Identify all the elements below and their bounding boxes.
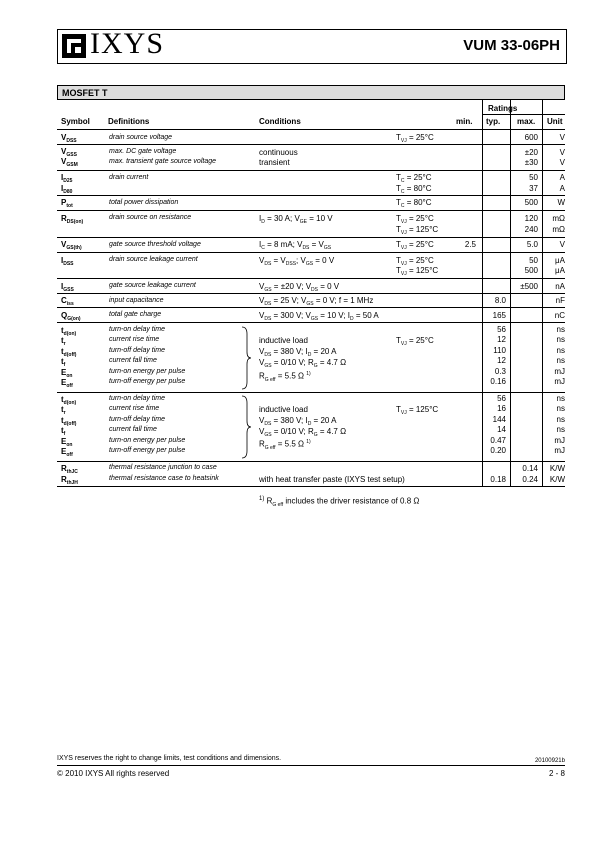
- unit: K/W: [549, 475, 565, 484]
- max-value: 37: [529, 184, 538, 193]
- symbol-switching: $t_r$: [61, 336, 66, 348]
- temp-condition: $T_{VJ} = 125^\circ C$: [396, 266, 439, 277]
- condition: $V_{DS} = 300$ V; $V_{GS} = 10$ V; $I_D = 50$ A: [259, 311, 379, 322]
- condition: $I_C = 8$ mA; $V_{DS} = V_{GS}$: [259, 240, 332, 251]
- unit: mJ: [554, 435, 565, 445]
- col-symbol: Symbol: [61, 117, 90, 126]
- definition: thermal resistance case to heatsink: [109, 475, 219, 482]
- typ-value: 14: [497, 425, 506, 435]
- unit: mΩ: [552, 214, 565, 223]
- rule: [57, 278, 565, 279]
- symbol-ciss: $C_{iss}$: [61, 296, 74, 307]
- typ-value: 56: [497, 325, 506, 334]
- col-conditions: Conditions: [259, 117, 301, 126]
- symbol-ptot: $P_{tot}$: [61, 198, 73, 209]
- condition: with heat transfer paste (IXYS test setup): [259, 475, 405, 484]
- symbol-vgsth: $V_{GS(th)}$: [61, 240, 82, 251]
- temp-condition: $T_C = 80^\circ C$: [396, 198, 432, 209]
- condition: $V_{GS} = 0/10$ V; $R_G = 4.7$ Ω: [259, 358, 347, 369]
- unit: ns: [556, 335, 565, 345]
- symbol-switching: $E_{off}$: [61, 378, 73, 389]
- symbol-id25: $I_{D25}$: [61, 173, 73, 184]
- condition: transient: [259, 158, 290, 167]
- unit: μA: [555, 266, 565, 275]
- condition: $V_{DS} = V_{DSS}$; $V_{GS} = 0$ V: [259, 256, 335, 267]
- typ-value: 12: [497, 335, 506, 345]
- section-title: MOSFET T: [57, 85, 565, 100]
- definition: turn-off delay time: [109, 415, 166, 423]
- max-value: 500: [524, 266, 538, 275]
- max-value: 0.24: [522, 475, 538, 484]
- unit: V: [559, 158, 565, 167]
- symbol-switching: $E_{on}$: [61, 367, 73, 379]
- footer-rule: [57, 765, 565, 766]
- symbol-rthjh: $R_{thJH}$: [61, 475, 78, 486]
- symbol-switching: $t_{d(off)}$: [61, 415, 77, 427]
- header-box: [57, 29, 567, 64]
- symbol-idss: $I_{DSS}$: [61, 256, 74, 267]
- col-definitions: Definitions: [108, 117, 150, 126]
- part-number: VUM 33-06PH: [463, 37, 560, 54]
- unit: ns: [556, 325, 565, 334]
- temp-condition: $T_{VJ} = 25^\circ C$: [396, 133, 434, 144]
- col-typ: typ.: [486, 117, 501, 126]
- unit: V: [559, 240, 565, 249]
- typ-value: 0.18: [490, 475, 506, 484]
- brace-icon: [240, 395, 252, 459]
- col-unit: Unit: [547, 117, 563, 126]
- rule: [57, 170, 565, 171]
- max-value: 600: [524, 133, 538, 142]
- symbol-vdss: $V_{DSS}$: [61, 133, 77, 144]
- definition: input capacitance: [109, 297, 164, 304]
- col-min: min.: [456, 117, 473, 126]
- rule: [57, 237, 565, 238]
- brace-icon: [240, 326, 252, 390]
- definition: max. DC gate voltage: [109, 148, 177, 155]
- symbol-switching: $t_{d(off)}$: [61, 346, 77, 358]
- definition: total power dissipation: [109, 199, 179, 206]
- unit: ns: [556, 414, 565, 424]
- condition: inductive load: [259, 405, 308, 414]
- definition: drain current: [109, 174, 149, 181]
- symbol-switching: $E_{off}$: [61, 447, 73, 458]
- typ-value: 0.47: [490, 435, 506, 445]
- definition: drain source voltage: [109, 134, 173, 141]
- typ-value: 0.20: [490, 446, 506, 455]
- condition: inductive load: [259, 336, 308, 345]
- max-value: ±30: [524, 158, 538, 167]
- unit: μA: [555, 256, 565, 265]
- ixys-logo-icon: [62, 34, 86, 58]
- max-value: 240: [524, 225, 538, 234]
- rule: [57, 486, 565, 487]
- temp-condition: $T_{VJ} = 125^\circ C$: [396, 225, 439, 236]
- typ-value: 144: [492, 414, 506, 424]
- condition: $R_{G eff} = 5.5$ Ω $^{1)}$: [259, 371, 311, 383]
- condition: $I_D = 30$ A; $V_{GE} = 10$ V: [259, 214, 333, 225]
- definition: current rise time: [109, 336, 160, 344]
- symbol-switching: $t_r$: [61, 405, 66, 417]
- definition: current rise time: [109, 405, 160, 413]
- condition: continuous: [259, 148, 298, 157]
- condition: $V_{DS} = 380$ V; $I_D = 20$ A: [259, 347, 337, 358]
- ratings-label: Ratings: [488, 104, 518, 113]
- max-value: 50: [529, 256, 538, 265]
- rule: [57, 144, 565, 145]
- definition: turn-off energy per pulse: [109, 378, 186, 385]
- symbol-switching: $t_f$: [61, 357, 66, 369]
- symbol-vgss: $V_{GSS}$: [61, 147, 77, 158]
- condition: $R_{G eff} = 5.5$ Ω $^{1)}$: [259, 439, 311, 451]
- temp-condition: $T_C = 80^\circ C$: [396, 184, 432, 195]
- symbol-qg: $Q_{G(on)}$: [61, 311, 81, 322]
- definition: turn-on delay time: [109, 395, 166, 402]
- rule: [57, 461, 565, 462]
- definition: drain source on resistance: [109, 214, 192, 221]
- min-value: 2.5: [464, 240, 476, 249]
- unit: mJ: [554, 446, 565, 455]
- condition: $V_{GS} = 0/10$ V; $R_G = 4.7$ Ω: [259, 427, 347, 438]
- temp-condition: $T_{VJ} = 25^\circ C$: [396, 336, 434, 347]
- unit: V: [559, 133, 565, 142]
- typ-value: 0.16: [490, 377, 506, 386]
- max-value: 500: [524, 198, 538, 207]
- typ-value: 56: [497, 394, 506, 403]
- definition: gate source threshold voltage: [109, 241, 201, 248]
- unit: V: [559, 148, 565, 157]
- symbol-switching: $E_{on}$: [61, 436, 73, 448]
- unit: mΩ: [552, 225, 565, 234]
- definition: turn-off energy per pulse: [109, 447, 186, 454]
- copyright: © 2010 IXYS All rights reserved: [57, 769, 170, 778]
- logo-text: IXYS: [90, 27, 165, 60]
- unit: W: [557, 198, 565, 207]
- unit: nC: [554, 311, 565, 320]
- typ-value: 110: [493, 345, 506, 355]
- definition: turn-on energy per pulse: [109, 367, 186, 375]
- symbol-switching: $t_f$: [61, 426, 66, 438]
- definition: gate source leakage current: [109, 282, 196, 289]
- max-value: 120: [524, 214, 538, 223]
- definition: max. transient gate source voltage: [109, 158, 217, 165]
- symbol-rdson: $R_{DS(on)}$: [61, 214, 84, 225]
- max-value: 0.14: [522, 464, 538, 473]
- temp-condition: $T_{VJ} = 25^\circ C$: [396, 214, 434, 225]
- temp-condition: $T_{VJ} = 125^\circ C$: [396, 405, 439, 416]
- max-value: ±20: [524, 148, 538, 157]
- unit: mJ: [554, 366, 565, 376]
- definition: current fall time: [109, 426, 157, 434]
- definition: current fall time: [109, 357, 157, 365]
- rule: [57, 129, 565, 130]
- typ-value: 16: [497, 404, 506, 414]
- definition: thermal resistance junction to case: [109, 464, 217, 471]
- rule: [57, 392, 565, 393]
- max-value: 5.0: [526, 240, 538, 249]
- temp-condition: $T_{VJ} = 25^\circ C$: [396, 240, 434, 251]
- disclaimer: IXYS reserves the right to change limits, test conditions and dimensions.: [57, 755, 282, 762]
- rule: [57, 293, 565, 294]
- unit: nA: [555, 282, 565, 291]
- symbol-igss: $I_{GSS}$: [61, 282, 74, 293]
- unit: ns: [556, 356, 565, 366]
- unit: ns: [556, 425, 565, 435]
- typ-value: 8.0: [494, 296, 506, 305]
- definition: total gate charge: [109, 311, 162, 318]
- unit: ns: [556, 404, 565, 414]
- date-code: 20100921b: [534, 758, 565, 764]
- unit: mJ: [554, 377, 565, 386]
- rule: [57, 252, 565, 253]
- temp-condition: $T_{VJ} = 25^\circ C$: [396, 256, 434, 267]
- symbol-switching: $t_{d(on)}$: [61, 395, 77, 406]
- unit: nF: [555, 296, 565, 305]
- typ-value: 12: [497, 356, 506, 366]
- rule: [57, 322, 565, 323]
- typ-value: 165: [492, 311, 506, 320]
- symbol-vgsm: $V_{GSM}$: [61, 157, 78, 168]
- definition: turn-on delay time: [109, 326, 166, 333]
- col-max: max.: [517, 117, 536, 126]
- symbol-id80: $I_{D80}$: [61, 184, 73, 195]
- symbol-switching: $t_{d(on)}$: [61, 326, 77, 337]
- max-value: ±500: [520, 282, 538, 291]
- max-value: 50: [529, 173, 538, 182]
- definition: turn-on energy per pulse: [109, 436, 186, 444]
- condition: $V_{DS} = 380$ V; $I_D = 20$ A: [259, 416, 337, 427]
- ratings-rule: [482, 114, 565, 115]
- footnote: $^{1)}$ $R_{G eff}$ includes the driver resistance of 0.8 Ω: [259, 496, 420, 508]
- unit: ns: [556, 345, 565, 355]
- rule: [57, 307, 565, 308]
- unit: A: [559, 173, 565, 182]
- rule: [57, 195, 565, 196]
- unit: A: [559, 184, 565, 193]
- page-number: 2 - 8: [548, 769, 565, 778]
- condition: $V_{GS} = \pm 20$ V; $V_{DS} = 0$ V: [259, 282, 340, 293]
- definition: turn-off delay time: [109, 346, 166, 354]
- rule: [57, 210, 565, 211]
- unit: ns: [556, 394, 565, 403]
- condition: $V_{DS} = 25$ V; $V_{GS} = 0$ V; f = 1 MHz: [259, 296, 374, 307]
- temp-condition: $T_C = 25^\circ C$: [396, 173, 432, 184]
- unit: K/W: [549, 464, 565, 473]
- typ-value: 0.3: [494, 366, 506, 376]
- definition: drain source leakage current: [109, 256, 198, 263]
- symbol-rthjc: $R_{thJC}$: [61, 464, 78, 475]
